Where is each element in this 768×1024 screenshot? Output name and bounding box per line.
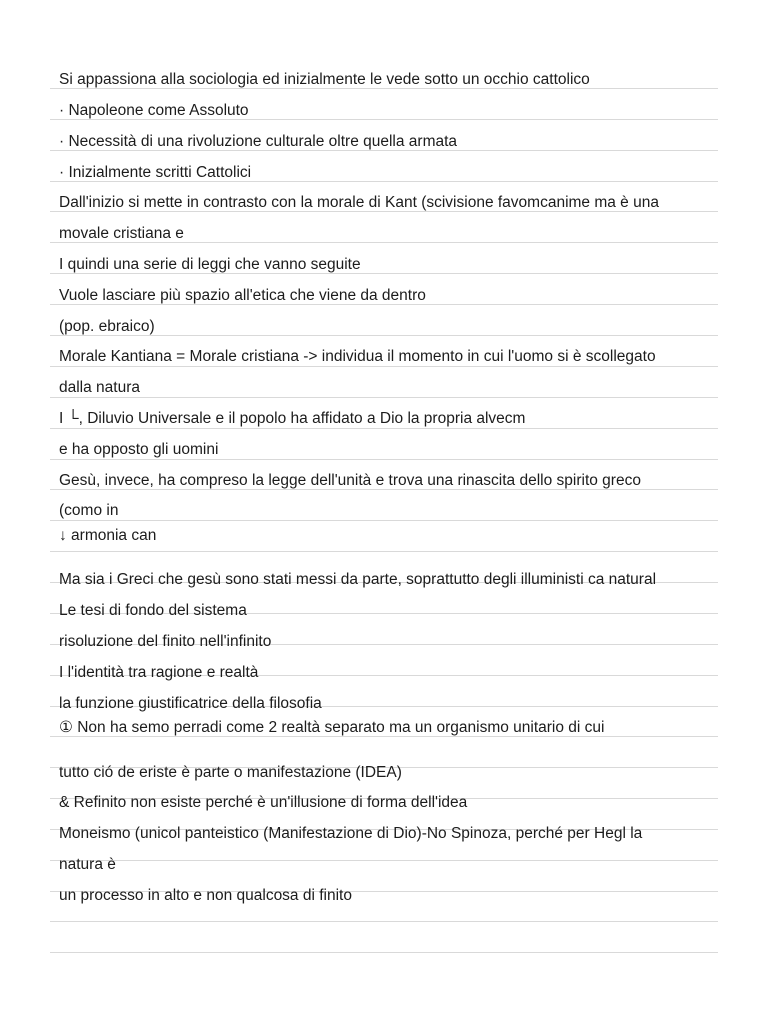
note-line: · Inizialmente scritti Cattolici bbox=[59, 164, 252, 181]
ruled-line bbox=[50, 428, 718, 429]
ruled-line bbox=[50, 397, 718, 398]
note-line: Vuole lasciare più spazio all'etica che viene da dentro bbox=[59, 287, 426, 304]
note-line: un processo in alto e non qualcosa di finito bbox=[59, 887, 352, 904]
note-line: la funzione giustificatrice della filosofia bbox=[59, 695, 322, 712]
note-line: Morale Kantiana = Morale cristiana -> individua il momento in cui l'uomo si è scollegato bbox=[59, 348, 656, 365]
note-line: Gesù, invece, ha compreso la legge dell'unità e trova una rinascita dello spirito greco bbox=[59, 472, 641, 489]
note-line: dalla natura bbox=[59, 379, 141, 396]
note-line: I l'identità tra ragione e realtà bbox=[59, 664, 259, 681]
note-line: · Necessità di una rivoluzione culturale oltre quella armata bbox=[59, 133, 458, 150]
note-line: I quindi una serie di leggi che vanno seguite bbox=[59, 256, 361, 273]
ruled-line bbox=[50, 921, 718, 922]
ruled-line bbox=[50, 551, 718, 552]
ruled-line bbox=[50, 520, 718, 521]
note-line: ① Non ha semo perradi come 2 realtà separato ma un organismo unitario di cui bbox=[59, 719, 605, 736]
note-line: ↓ armonia can bbox=[59, 527, 157, 544]
note-line: Dall'inizio si mette in contrasto con la morale di Kant (scivisione favomcanime ma è una bbox=[59, 194, 659, 211]
note-line: risoluzione del finito nell'infinito bbox=[59, 633, 272, 650]
note-line: natura è bbox=[59, 856, 116, 873]
note-line: & Refinito non esiste perché è un'illusione di forma dell'idea bbox=[59, 794, 468, 811]
note-line: Ma sia i Greci che gesù sono stati messi da parte, soprattutto degli illuministi ca natural bbox=[59, 571, 657, 588]
note-line: tutto ció de eriste è parte o manifestazione (IDEA) bbox=[59, 764, 402, 781]
ruled-line bbox=[50, 366, 718, 367]
note-line: (como in bbox=[59, 502, 119, 519]
note-line: (pop. ebraico) bbox=[59, 318, 155, 335]
note-line: I └, Diluvio Universale e il popolo ha affidato a Dio la propria alvecm bbox=[59, 410, 526, 427]
note-line: · Napoleone come Assoluto bbox=[59, 102, 249, 119]
ruled-line bbox=[50, 952, 718, 953]
note-line: e ha opposto gli uomini bbox=[59, 441, 219, 458]
ruled-line bbox=[50, 459, 718, 460]
note-line: Si appassiona alla sociologia ed inizialmente le vede sotto un occhio cattolico bbox=[59, 71, 590, 88]
note-line: Le tesi di fondo del sistema bbox=[59, 602, 247, 619]
note-line: Moneismo (unicol panteistico (Manifestazione di Dio)-No Spinoza, perché per Hegl la bbox=[59, 825, 643, 842]
note-line: movale cristiana e bbox=[59, 225, 184, 242]
